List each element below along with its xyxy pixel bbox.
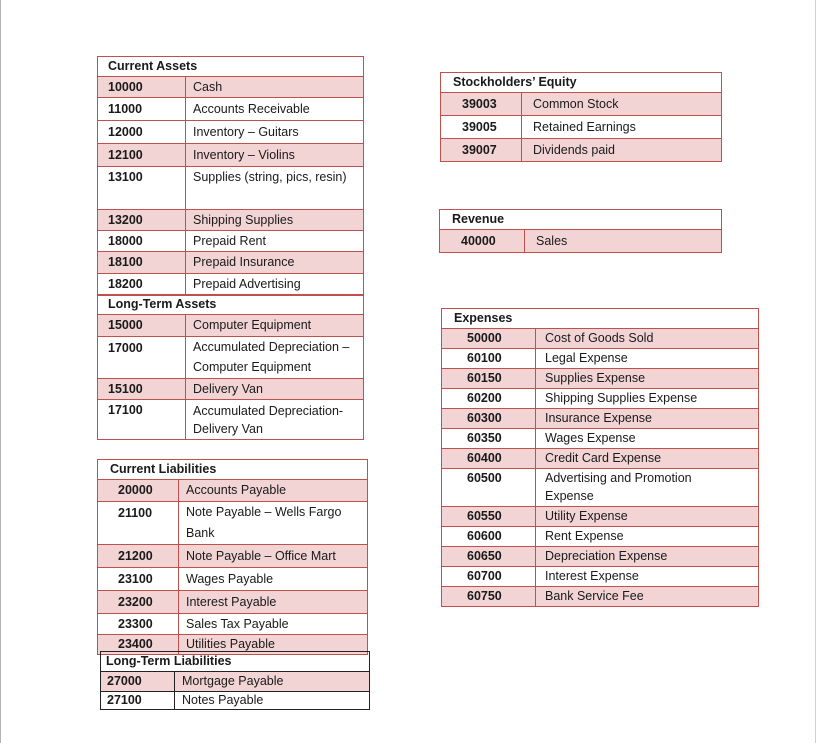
account-name: Note Payable – Wells Fargo Bank <box>179 502 368 545</box>
account-name: Supplies (string, pics, resin) <box>186 167 364 210</box>
section-title: Revenue <box>440 210 722 230</box>
account-name: Shipping Supplies <box>186 210 364 231</box>
table-row <box>98 614 368 635</box>
account-name: Cash <box>186 77 364 98</box>
account-name: Utility Expense <box>536 507 759 527</box>
account-code: 39005 <box>441 116 522 139</box>
table-row <box>98 144 364 167</box>
account-name: Accumulated Depreciation –Computer Equipment <box>186 337 364 379</box>
stockholders-equity-table <box>440 72 722 162</box>
account-code: 60700 <box>442 567 536 587</box>
table-row <box>98 591 368 614</box>
account-name: Sales Tax Payable <box>179 614 368 635</box>
account-code: 12000 <box>98 121 186 144</box>
account-name: Depreciation Expense <box>536 547 759 567</box>
table-row <box>440 230 722 253</box>
account-code: 60500 <box>442 469 536 507</box>
table-row <box>98 315 364 337</box>
account-code: 15100 <box>98 379 186 400</box>
section-title: Current Assets <box>98 57 364 77</box>
account-name: Accumulated Depreciation-Delivery Van <box>186 400 364 440</box>
account-code: 27100 <box>101 692 175 710</box>
account-code: 60600 <box>442 527 536 547</box>
table-row <box>442 389 759 409</box>
account-name: Computer Equipment <box>186 315 364 337</box>
account-code: 39003 <box>441 93 522 116</box>
account-name: Accounts Receivable <box>186 98 364 121</box>
table-row <box>101 692 370 710</box>
table-row <box>98 337 364 379</box>
table-row <box>98 545 368 568</box>
account-name: Advertising and Promotion Expense <box>536 469 759 507</box>
account-code: 11000 <box>98 98 186 121</box>
account-name: Wages Payable <box>179 568 368 591</box>
table-row <box>442 469 759 507</box>
table-row <box>441 93 722 116</box>
account-name: Dividends paid <box>522 139 722 162</box>
page-edge <box>0 0 1 743</box>
account-name: Supplies Expense <box>536 369 759 389</box>
table-row <box>98 274 364 296</box>
account-name: Mortgage Payable <box>175 672 370 692</box>
table-row <box>442 547 759 567</box>
account-code: 15000 <box>98 315 186 337</box>
account-code: 13100 <box>98 167 186 210</box>
table-row <box>442 429 759 449</box>
long-term-liabilities-table <box>100 651 370 710</box>
account-name: Insurance Expense <box>536 409 759 429</box>
table-row <box>98 568 368 591</box>
table-row <box>98 379 364 400</box>
table-row <box>98 121 364 144</box>
account-name: Inventory – Guitars <box>186 121 364 144</box>
account-code: 60350 <box>442 429 536 449</box>
table-row <box>442 369 759 389</box>
account-code: 60300 <box>442 409 536 429</box>
account-code: 40000 <box>440 230 525 253</box>
account-code: 60650 <box>442 547 536 567</box>
account-name: Prepaid Advertising <box>186 274 364 296</box>
account-code: 10000 <box>98 77 186 98</box>
account-name: Utilities Payable <box>179 635 368 655</box>
table-row <box>98 231 364 252</box>
account-code: 60550 <box>442 507 536 527</box>
account-code: 18100 <box>98 252 186 274</box>
account-code: 17100 <box>98 400 186 440</box>
account-code: 39007 <box>441 139 522 162</box>
table-row <box>98 98 364 121</box>
account-name: Prepaid Insurance <box>186 252 364 274</box>
account-code: 23300 <box>98 614 179 635</box>
account-code: 18000 <box>98 231 186 252</box>
account-code: 23400 <box>98 635 179 655</box>
table-row <box>98 480 368 502</box>
account-name: Delivery Van <box>186 379 364 400</box>
table-row <box>442 527 759 547</box>
account-name: Retained Earnings <box>522 116 722 139</box>
revenue-table <box>439 209 722 253</box>
account-name: Interest Expense <box>536 567 759 587</box>
page-edge <box>815 0 816 743</box>
account-name: Credit Card Expense <box>536 449 759 469</box>
account-name: Legal Expense <box>536 349 759 369</box>
account-code: 23200 <box>98 591 179 614</box>
account-name: Interest Payable <box>179 591 368 614</box>
section-title: Long-Term Liabilities <box>101 652 370 672</box>
table-row <box>441 116 722 139</box>
table-row <box>442 409 759 429</box>
account-code: 20000 <box>98 480 179 502</box>
account-name: Rent Expense <box>536 527 759 547</box>
account-code: 50000 <box>442 329 536 349</box>
table-row <box>98 252 364 274</box>
account-code: 23100 <box>98 568 179 591</box>
account-name: Sales <box>525 230 722 253</box>
account-code: 27000 <box>101 672 175 692</box>
table-row <box>442 329 759 349</box>
account-code: 17000 <box>98 337 186 379</box>
expenses-table <box>441 308 759 607</box>
section-title: Stockholders’ Equity <box>441 73 722 93</box>
table-row <box>98 502 368 545</box>
table-row <box>442 507 759 527</box>
table-row <box>101 672 370 692</box>
account-code: 60750 <box>442 587 536 607</box>
long-term-assets-table <box>97 294 364 440</box>
account-name: Inventory – Violins <box>186 144 364 167</box>
table-row <box>98 400 364 440</box>
table-row <box>441 139 722 162</box>
table-row <box>442 567 759 587</box>
account-name: Note Payable – Office Mart <box>179 545 368 568</box>
table-row <box>442 449 759 469</box>
section-title: Expenses <box>442 309 759 329</box>
account-name: Cost of Goods Sold <box>536 329 759 349</box>
account-code: 60400 <box>442 449 536 469</box>
current-liabilities-table <box>97 459 368 655</box>
section-title: Current Liabilities <box>98 460 368 480</box>
account-name: Shipping Supplies Expense <box>536 389 759 409</box>
table-row <box>98 210 364 231</box>
account-code: 21100 <box>98 502 179 545</box>
account-name: Notes Payable <box>175 692 370 710</box>
section-title: Long-Term Assets <box>98 295 364 315</box>
account-name: Accounts Payable <box>179 480 368 502</box>
account-name: Common Stock <box>522 93 722 116</box>
table-row <box>442 349 759 369</box>
account-code: 21200 <box>98 545 179 568</box>
account-code: 60150 <box>442 369 536 389</box>
current-assets-table <box>97 56 364 296</box>
account-name: Bank Service Fee <box>536 587 759 607</box>
table-row <box>442 587 759 607</box>
table-row <box>98 77 364 98</box>
account-name: Wages Expense <box>536 429 759 449</box>
account-code: 60100 <box>442 349 536 369</box>
table-row <box>98 167 364 210</box>
account-code: 12100 <box>98 144 186 167</box>
account-code: 13200 <box>98 210 186 231</box>
account-code: 18200 <box>98 274 186 296</box>
account-code: 60200 <box>442 389 536 409</box>
account-name: Prepaid Rent <box>186 231 364 252</box>
